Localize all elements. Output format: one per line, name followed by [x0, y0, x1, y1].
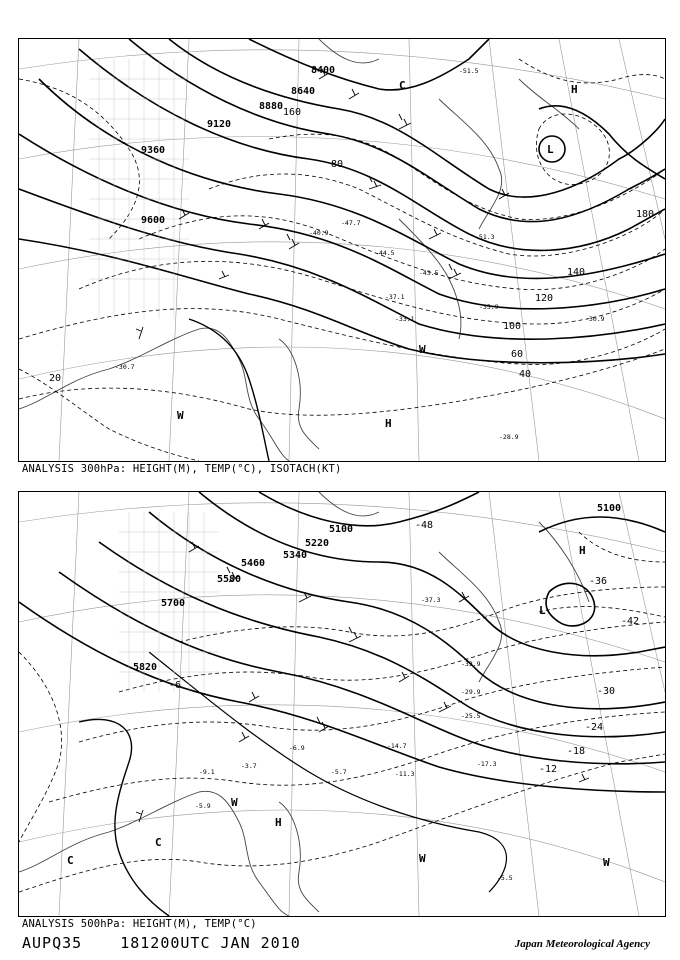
- isotach-label: 180: [636, 209, 655, 220]
- height-label: 5820: [133, 662, 158, 673]
- temp-label: -28.9: [499, 433, 519, 441]
- height-label: 9360: [141, 145, 166, 156]
- cold-label: C: [155, 836, 162, 849]
- isotach-label: 60: [511, 349, 524, 360]
- temp-label: -25.5: [461, 712, 481, 720]
- height-label: 8880: [259, 101, 284, 112]
- isotherm-label: -42: [621, 616, 640, 627]
- temp-label: -43.5: [419, 269, 439, 277]
- isotherm-label: -24: [585, 722, 604, 733]
- caption-300hpa: ANALYSIS 300hPa: HEIGHT(M), TEMP(°C), ISOTACH(KT): [22, 463, 342, 475]
- temp-label: -3.7: [241, 762, 257, 770]
- temp-label: -5.9: [195, 802, 211, 810]
- height-label: 9120: [207, 119, 232, 130]
- isotherm-label: -12: [539, 764, 558, 775]
- isotherm-label: -18: [567, 746, 586, 757]
- warm-label: W: [419, 343, 426, 356]
- temp-label: -40.9: [309, 229, 329, 237]
- map-300hpa-svg: [19, 39, 665, 461]
- height-label: 9600: [141, 215, 166, 226]
- isotherm-label: -36: [589, 576, 608, 587]
- high-pressure-label: H: [275, 816, 282, 829]
- temp-label: -5.7: [331, 768, 347, 776]
- temp-label: -51.3: [475, 233, 495, 241]
- temp-label: -37.3: [421, 596, 441, 604]
- valid-datetime: 181200UTC JAN 2010: [120, 934, 301, 952]
- agency-credit: Japan Meteorological Agency: [514, 938, 650, 950]
- temp-label: -35.9: [479, 303, 499, 311]
- isotach-label: 140: [567, 267, 586, 278]
- height-label: 8400: [311, 65, 336, 76]
- high-pressure-label: H: [571, 83, 578, 96]
- graticule: [19, 492, 665, 916]
- temp-label: -30.7: [115, 363, 135, 371]
- isotach-label: 20: [49, 373, 62, 384]
- temp-label: -9.1: [199, 768, 215, 776]
- caption-500hpa: ANALYSIS 500hPa: HEIGHT(M), TEMP(°C): [22, 918, 257, 930]
- temp-label: -29.9: [461, 688, 481, 696]
- temp-label: -30.9: [585, 315, 605, 323]
- height-label-group: [141, 65, 335, 226]
- product-code: AUPQ35: [22, 934, 83, 952]
- map-300hpa-panel: [18, 38, 666, 462]
- height-label: 5100: [329, 524, 354, 535]
- temp-label: -5.5: [497, 874, 513, 882]
- isotherm-label-group: [169, 520, 639, 775]
- temp-label: -17.3: [477, 760, 497, 768]
- isotach-label: 100: [503, 321, 522, 332]
- temp-label: -14.7: [387, 742, 407, 750]
- height-label: 5460: [241, 558, 266, 569]
- isotherm-label: -6: [169, 680, 182, 691]
- warm-label: W: [177, 409, 184, 422]
- temp-label: -37.1: [385, 293, 405, 301]
- height-label: 5580: [217, 574, 242, 585]
- warm-label: W: [231, 796, 238, 809]
- temp-label: -44.5: [375, 249, 395, 257]
- low-pressure-label: L: [539, 604, 546, 617]
- isotach-label: 160: [283, 107, 302, 118]
- temp-label: -6.9: [289, 744, 305, 752]
- isotach-label: 120: [535, 293, 554, 304]
- footer-product-line: [22, 934, 301, 952]
- map-500hpa-panel: [18, 491, 666, 917]
- warm-label: W: [419, 852, 426, 865]
- temp-label: -33.1: [395, 315, 415, 323]
- cold-label: C: [399, 79, 406, 92]
- isotach-label-group: [49, 107, 654, 384]
- temp-label: -47.7: [341, 219, 361, 227]
- cold-label: C: [67, 854, 74, 867]
- low-pressure-label: L: [547, 143, 554, 156]
- isotherm-label: -30: [597, 686, 616, 697]
- temp-label: -51.5: [459, 67, 479, 75]
- isotherm-label: -48: [415, 520, 434, 531]
- isotach-label: 80: [331, 159, 344, 170]
- height-label: 5340: [283, 550, 308, 561]
- height-label: 5100: [597, 503, 622, 514]
- height-label: 5700: [161, 598, 186, 609]
- temp-label: -11.3: [395, 770, 415, 778]
- graticule: [19, 39, 665, 461]
- map-500hpa-svg: [19, 492, 665, 916]
- height-label: 5220: [305, 538, 330, 549]
- isotach-label: 40: [519, 369, 532, 380]
- high-pressure-label: H: [579, 544, 586, 557]
- warm-label: W: [603, 856, 610, 869]
- temp-label: -33.9: [461, 660, 481, 668]
- high-pressure-label: H: [385, 417, 392, 430]
- height-label: 8640: [291, 86, 316, 97]
